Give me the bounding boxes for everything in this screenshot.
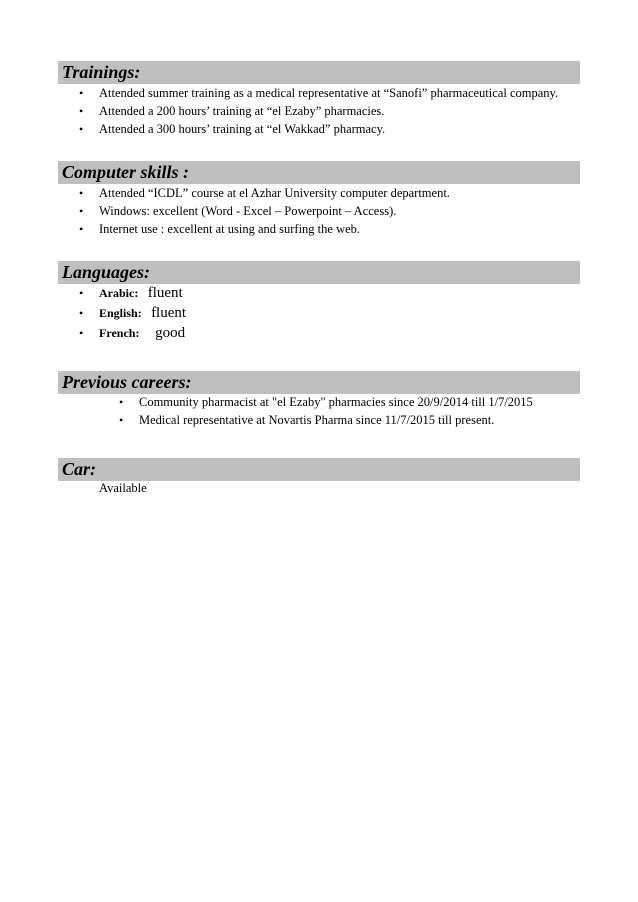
list-item [79, 283, 186, 303]
bullet-icon: • [119, 413, 124, 427]
list-item [79, 84, 559, 102]
languages-list [79, 283, 187, 343]
language-name: Arabic: [99, 286, 139, 300]
language-name: French: [99, 326, 140, 340]
bullet-icon: • [79, 122, 84, 136]
section-title: Trainings: [62, 62, 141, 82]
previous-careers-list [119, 393, 533, 429]
section-heading-languages [58, 261, 580, 284]
list-item [79, 202, 450, 220]
language-level: fluent [147, 285, 183, 301]
language-level: good [155, 325, 186, 341]
bullet-icon: • [79, 104, 84, 118]
list-item-text: Windows: excellent (Word - Excel – Powerpoint – Access). [99, 204, 397, 218]
list-item [79, 303, 187, 323]
car-availability: Available [99, 481, 147, 495]
list-item-text: Internet use : excellent at using and surfing the web. [99, 222, 361, 236]
bullet-icon: • [79, 186, 84, 200]
list-item-text: Attended summer training as a medical representative at “Sanofi” pharmaceutical company. [99, 86, 559, 100]
list-item-text: Medical representative at Novartis Pharma since 11/7/2015 till present. [139, 413, 495, 427]
bullet-icon: • [119, 395, 124, 409]
list-item-text: Attended a 300 hours’ training at “el Wakkad” pharmacy. [99, 122, 386, 136]
language-level: fluent [151, 305, 187, 321]
list-item-text: Community pharmacist at "el Ezaby" pharmacies since 20/9/2014 till 1/7/2015 [139, 395, 533, 409]
list-item [119, 393, 533, 411]
list-item [119, 411, 533, 429]
section-heading-previous-careers [58, 371, 580, 394]
bullet-icon: • [79, 306, 84, 320]
list-item [79, 120, 558, 138]
section-title: Car: [62, 459, 97, 479]
section-title: Languages: [62, 262, 151, 282]
list-item [79, 184, 450, 202]
bullet-icon: • [79, 286, 84, 300]
list-item [79, 323, 186, 343]
bullet-icon: • [79, 222, 84, 236]
list-item-text: Attended “ICDL” course at el Azhar University computer department. [99, 186, 450, 200]
trainings-list [79, 84, 559, 138]
section-title: Previous careers: [62, 372, 192, 392]
section-title: Computer skills : [62, 162, 190, 182]
bullet-icon: • [79, 326, 84, 340]
computer-skills-list [79, 184, 450, 238]
section-heading-computer-skills [58, 161, 580, 184]
list-item [79, 102, 558, 120]
bullet-icon: • [79, 204, 84, 218]
language-name: English: [99, 306, 142, 320]
list-item [79, 220, 450, 238]
section-heading-car [58, 458, 580, 481]
list-item-text: Attended a 200 hours’ training at “el Ezaby” pharmacies. [99, 104, 385, 118]
section-heading-trainings [58, 61, 580, 84]
bullet-icon: • [79, 86, 84, 100]
